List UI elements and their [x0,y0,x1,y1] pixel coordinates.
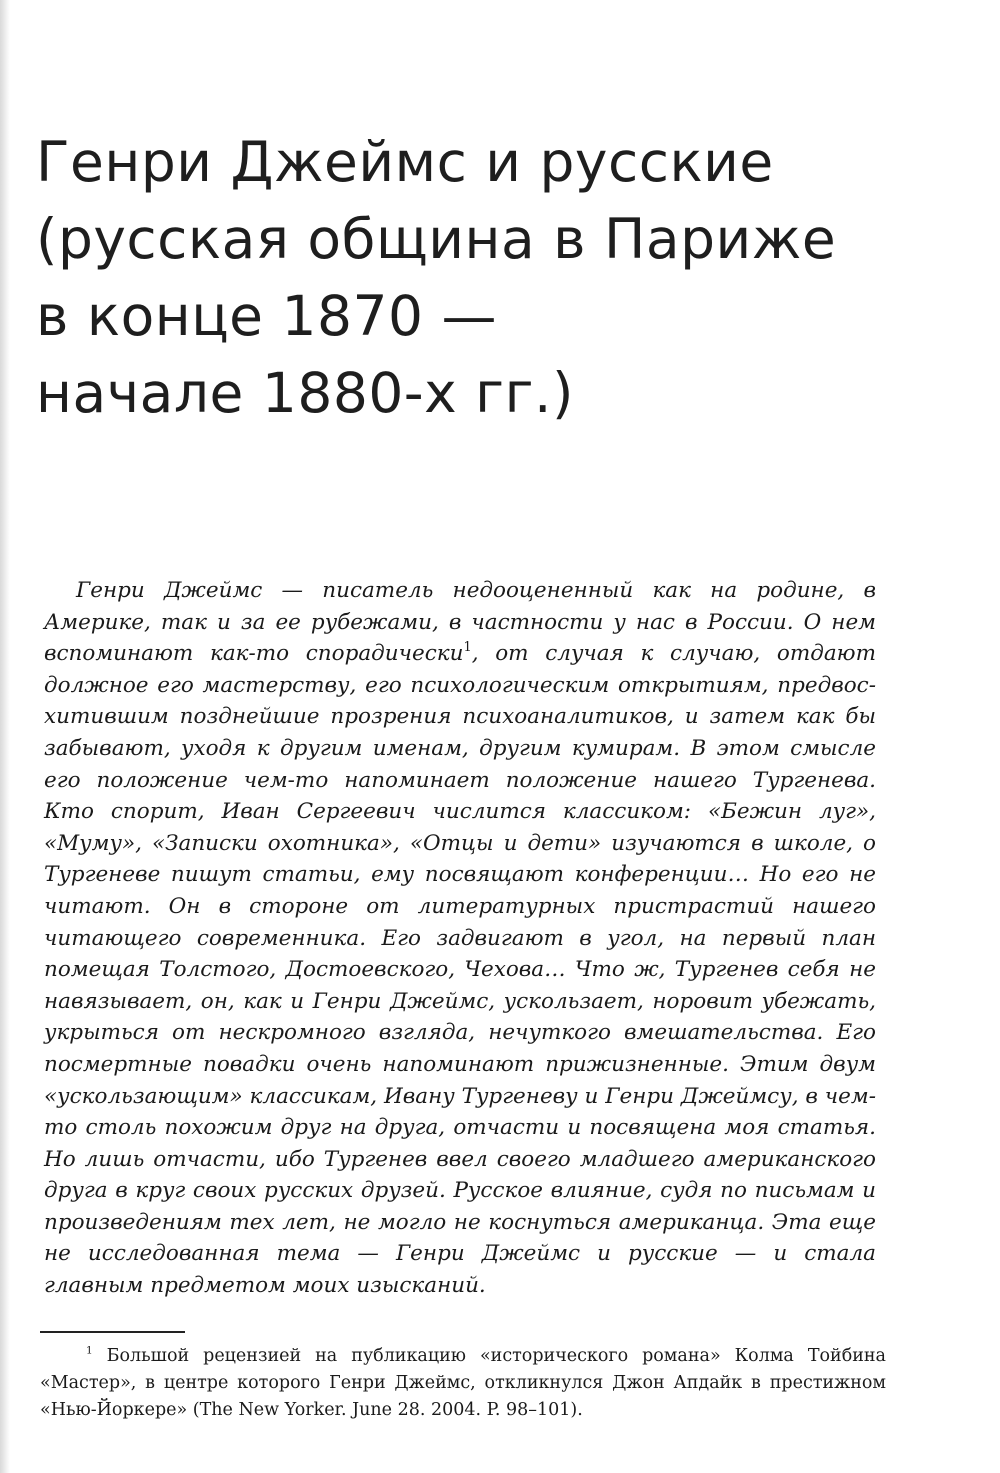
footnote-divider [40,1331,185,1333]
footnote-number: 1 [86,1344,93,1357]
body-text-part: , от случая к случаю, отдают должное его мастерству, его психологическим открытиям, предвосхитившим позднейшие прозрения психоаналитиков, и затем как бы забывают, уходя к другим именам, другим кумирам. В этом смысле его положение чем-то напоминает положение нашего Тургенева. Кто спорит, Иван Сергеевич числится классиком: «Бежин луг», «Муму», «Записки охотника», «Отцы и дети» изучаются в школе, о Тургеневе пишут статьи, ему посвящают конференции… Но его не читают. Он в стороне от литературных пристрастий нашего читающего современника. Его задвигают в угол, на первый план помещая Толстого, Достоевского, Чехова… Что ж, Тургенев себя не навязывает, он, как и Генри Джеймс, ускользает, норовит убежать, укрыться от нескромного взгляда, нечуткого вмешательства. Его посмертные повадки очень напоминают прижизненные. Этим двум «ускользающим» классикам, Ивану Тургеневу и Генри Джеймсу, в чем-то столь похожим друг на друга, отчасти и посвящена моя статья. Но лишь отчасти, ибо Тургенев ввел своего младшего американского друга в круг своих русских друзей. Русское влияние, судя по письмам и произведениям тех лет, не могло не коснуться американца. Эта еще не исследованная тема — Генри Джеймс и русские — и стала главным предметом моих изысканий. [44,641,876,1299]
chapter-title-line: начале 1880-х гг.) [36,361,574,425]
chapter-title-line: в конце 1870 — [36,284,497,348]
chapter-title [36,124,936,432]
footnote [40,1343,886,1424]
body-text-part: Генри Джеймс — писатель недооцененный как на родине, в Америке, так и за ее рубежами, в частности у нас в России. О нем вспоминают как-то спорадически [44,578,876,667]
page-edge-shadow [0,0,10,1473]
footnote-text: Большой рецензией на публикацию «исторического романа» Колма Тойбина «Мастер», в центре которого Генри Джеймс, откликнулся Джон Апдайк в престижном «Нью-Йоркере» (The New Yorker. June 28. 2004. P. 98–101). [40,1346,886,1420]
body-paragraph [44,575,876,1302]
footnote-reference[interactable]: 1 [463,640,472,656]
chapter-title-line: (русская община в Париже [36,207,837,271]
chapter-title-line: Генри Джеймс и русские [36,130,774,194]
